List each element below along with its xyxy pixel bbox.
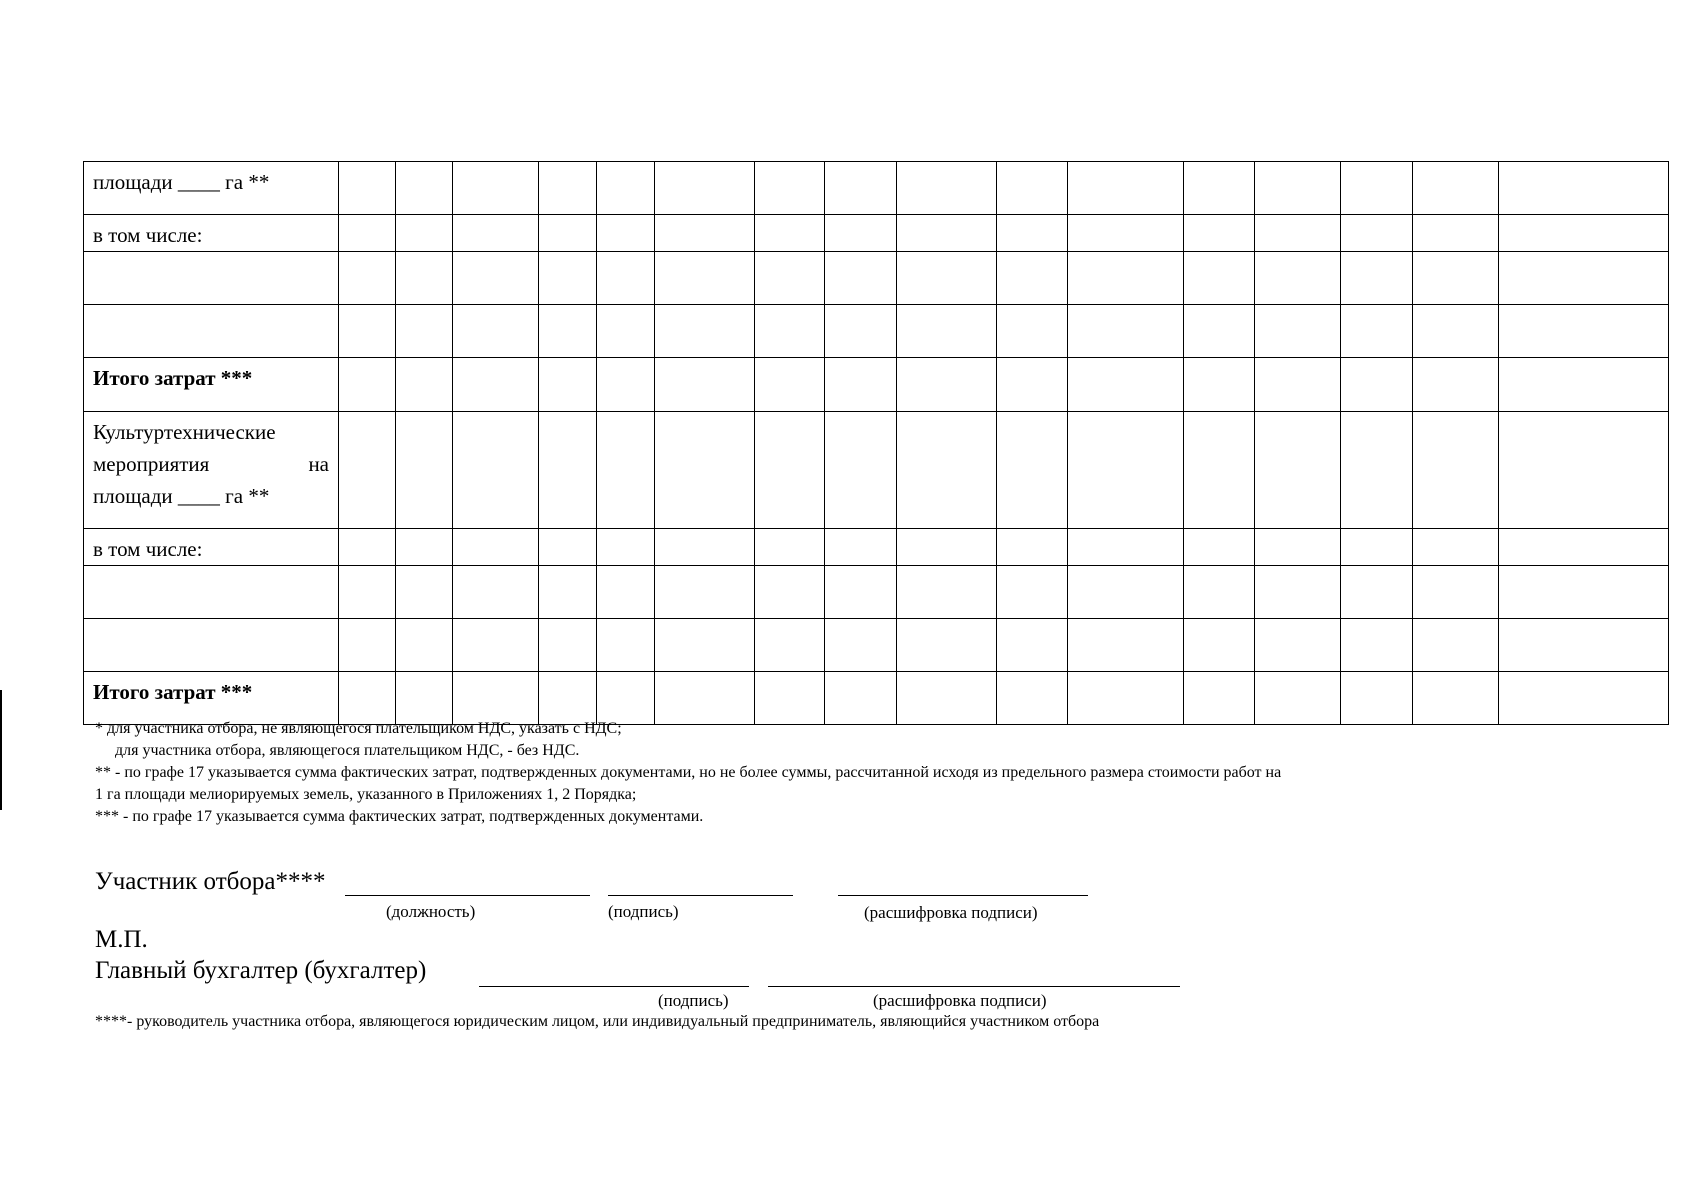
data-cell[interactable]	[655, 412, 755, 529]
table-row	[84, 619, 1669, 672]
data-cell[interactable]	[1499, 412, 1669, 529]
data-cell[interactable]	[1184, 672, 1255, 725]
data-cell[interactable]	[339, 412, 396, 529]
data-cell[interactable]	[997, 252, 1068, 305]
data-cell[interactable]	[825, 566, 897, 619]
data-cell[interactable]	[1184, 412, 1255, 529]
data-cell[interactable]	[1068, 619, 1184, 672]
footnote-3: *** - по графе 17 указывается сумма фактических затрат, подтвержденных документами.	[95, 808, 704, 825]
data-cell[interactable]	[1255, 412, 1341, 529]
row-label-cell: в том числе:	[84, 529, 339, 566]
data-cell[interactable]	[997, 566, 1068, 619]
data-cell[interactable]	[453, 529, 539, 566]
data-cell[interactable]	[1413, 162, 1499, 215]
table-row	[84, 162, 1669, 215]
data-cell[interactable]	[755, 566, 825, 619]
data-cell[interactable]	[997, 619, 1068, 672]
data-cell[interactable]	[1499, 252, 1669, 305]
data-cell[interactable]	[997, 215, 1068, 252]
row-label-word: на	[308, 452, 329, 476]
data-cell[interactable]	[1068, 412, 1184, 529]
data-cell[interactable]	[1413, 672, 1499, 725]
row-label-cell: Итого затрат ***	[84, 672, 339, 725]
footnote-1-continued: для участника отбора, являющегося плательщиком НДС, - без НДС.	[115, 742, 580, 759]
data-cell[interactable]	[655, 215, 755, 252]
data-cell[interactable]	[1184, 358, 1255, 412]
table-row	[84, 215, 1669, 252]
data-cell[interactable]	[1068, 162, 1184, 215]
data-cell[interactable]	[1499, 529, 1669, 566]
data-cell[interactable]	[1341, 162, 1413, 215]
data-cell[interactable]	[1499, 566, 1669, 619]
data-cell[interactable]	[1413, 215, 1499, 252]
data-cell[interactable]	[597, 215, 655, 252]
data-cell[interactable]	[1341, 252, 1413, 305]
data-cell[interactable]	[597, 358, 655, 412]
data-cell[interactable]	[755, 529, 825, 566]
row-label-line: площади ____ га **	[93, 484, 270, 508]
data-cell[interactable]	[825, 215, 897, 252]
data-cell[interactable]	[755, 215, 825, 252]
data-cell[interactable]	[1499, 619, 1669, 672]
signature-caption: (подпись)	[608, 902, 679, 921]
data-cell[interactable]	[825, 672, 897, 725]
data-cell[interactable]	[339, 162, 396, 215]
data-cell[interactable]	[339, 358, 396, 412]
data-cell[interactable]	[339, 252, 396, 305]
data-cell[interactable]	[1184, 215, 1255, 252]
row-label-cell	[84, 305, 339, 358]
data-cell[interactable]	[825, 412, 897, 529]
data-cell[interactable]	[396, 305, 453, 358]
data-cell[interactable]	[1184, 619, 1255, 672]
participant-label: Участник отбора****	[95, 868, 326, 895]
data-cell[interactable]	[755, 672, 825, 725]
data-cell[interactable]	[997, 672, 1068, 725]
data-cell[interactable]	[339, 529, 396, 566]
accountant-label: Главный бухгалтер (бухгалтер)	[95, 957, 427, 984]
table-row	[84, 358, 1669, 412]
row-label-cell: площади ____ га **	[84, 162, 339, 215]
data-cell[interactable]	[597, 566, 655, 619]
data-cell[interactable]	[755, 619, 825, 672]
data-cell[interactable]	[339, 619, 396, 672]
data-cell[interactable]	[897, 252, 997, 305]
row-label-cell	[84, 252, 339, 305]
data-cell[interactable]	[1341, 305, 1413, 358]
table-row	[84, 529, 1669, 566]
data-cell[interactable]	[655, 252, 755, 305]
table-row	[84, 305, 1669, 358]
table-row	[84, 412, 1669, 529]
data-cell[interactable]	[1255, 215, 1341, 252]
data-cell[interactable]	[655, 566, 755, 619]
row-label-word: мероприятия	[93, 452, 210, 476]
data-cell[interactable]	[1255, 305, 1341, 358]
row-label-cell: в том числе:	[84, 215, 339, 252]
row-label-cell: Итого затрат ***	[84, 358, 339, 412]
data-cell[interactable]	[1341, 566, 1413, 619]
footnote-2-continued: 1 га площади мелиорируемых земель, указанного в Приложениях 1, 2 Порядка;	[95, 786, 637, 803]
position-caption: (должность)	[386, 902, 476, 921]
data-cell[interactable]	[755, 252, 825, 305]
data-cell[interactable]	[655, 358, 755, 412]
data-cell[interactable]	[539, 412, 597, 529]
data-cell[interactable]	[997, 412, 1068, 529]
data-cell[interactable]	[1068, 566, 1184, 619]
data-cell[interactable]	[597, 529, 655, 566]
data-cell[interactable]	[453, 305, 539, 358]
data-cell[interactable]	[396, 215, 453, 252]
data-cell[interactable]	[597, 162, 655, 215]
data-cell[interactable]	[897, 162, 997, 215]
accountant-decoding-caption: (расшифровка подписи)	[873, 991, 1047, 1010]
data-cell[interactable]	[1341, 619, 1413, 672]
director-footnote: ****- руководитель участника отбора, являющегося юридическим лицом, или индивидуальный предприниматель, являющийся участником отбора	[95, 1013, 1100, 1030]
data-cell[interactable]	[453, 672, 539, 725]
data-cell[interactable]	[897, 672, 997, 725]
footnote-1: * для участника отбора, не являющегося плательщиком НДС, указать с НДС;	[95, 720, 622, 737]
data-cell[interactable]	[1255, 619, 1341, 672]
data-cell[interactable]	[755, 162, 825, 215]
data-cell[interactable]	[655, 619, 755, 672]
data-cell[interactable]	[1255, 252, 1341, 305]
data-cell[interactable]	[1068, 215, 1184, 252]
data-cell[interactable]	[1413, 252, 1499, 305]
data-cell[interactable]	[453, 215, 539, 252]
data-cell[interactable]	[1341, 215, 1413, 252]
data-cell[interactable]	[396, 358, 453, 412]
accountant-decoding-line[interactable]	[768, 986, 1180, 987]
accountant-signature-line[interactable]	[479, 986, 749, 987]
data-cell[interactable]	[1068, 672, 1184, 725]
data-cell[interactable]	[539, 162, 597, 215]
data-cell[interactable]	[997, 305, 1068, 358]
data-cell[interactable]	[1341, 412, 1413, 529]
data-cell[interactable]	[1184, 252, 1255, 305]
data-cell[interactable]	[755, 412, 825, 529]
data-cell[interactable]	[597, 252, 655, 305]
data-cell[interactable]	[997, 162, 1068, 215]
table-row	[84, 672, 1669, 725]
data-cell[interactable]	[1255, 672, 1341, 725]
data-cell[interactable]	[453, 566, 539, 619]
data-cell[interactable]	[897, 412, 997, 529]
data-cell[interactable]	[897, 358, 997, 412]
row-label-cell	[84, 619, 339, 672]
data-cell[interactable]	[825, 529, 897, 566]
data-cell[interactable]	[1068, 305, 1184, 358]
scan-edge-mark	[0, 690, 2, 810]
decoding-caption: (расшифровка подписи)	[864, 903, 1038, 922]
data-cell[interactable]	[453, 358, 539, 412]
data-cell[interactable]	[1413, 619, 1499, 672]
data-cell[interactable]	[655, 529, 755, 566]
data-cell[interactable]	[539, 252, 597, 305]
data-cell[interactable]	[539, 672, 597, 725]
accountant-signature-caption: (подпись)	[658, 991, 729, 1010]
signature-line[interactable]	[608, 895, 793, 896]
data-cell[interactable]	[1413, 566, 1499, 619]
data-cell[interactable]	[825, 619, 897, 672]
data-cell[interactable]	[1255, 566, 1341, 619]
data-cell[interactable]	[1184, 162, 1255, 215]
cost-table	[83, 161, 1669, 725]
data-cell[interactable]	[1184, 566, 1255, 619]
data-cell[interactable]	[655, 672, 755, 725]
data-cell[interactable]	[453, 412, 539, 529]
data-cell[interactable]	[339, 672, 396, 725]
data-cell[interactable]	[897, 215, 997, 252]
data-cell[interactable]	[825, 358, 897, 412]
data-cell[interactable]	[396, 672, 453, 725]
data-cell[interactable]	[453, 162, 539, 215]
data-cell[interactable]	[1184, 305, 1255, 358]
row-label-line: Культуртехнические	[93, 420, 276, 444]
data-cell[interactable]	[1413, 412, 1499, 529]
data-cell[interactable]	[897, 305, 997, 358]
data-cell[interactable]	[825, 252, 897, 305]
data-cell[interactable]	[1068, 252, 1184, 305]
data-cell[interactable]	[655, 162, 755, 215]
data-cell[interactable]	[655, 305, 755, 358]
data-cell[interactable]	[597, 619, 655, 672]
data-cell[interactable]	[1499, 162, 1669, 215]
data-cell[interactable]	[396, 566, 453, 619]
data-cell[interactable]	[1341, 672, 1413, 725]
data-cell[interactable]	[597, 412, 655, 529]
data-cell[interactable]	[1068, 358, 1184, 412]
data-cell[interactable]	[1499, 215, 1669, 252]
data-cell[interactable]	[339, 305, 396, 358]
data-cell[interactable]	[339, 566, 396, 619]
data-cell[interactable]	[1255, 162, 1341, 215]
data-cell[interactable]	[1184, 529, 1255, 566]
data-cell[interactable]	[396, 412, 453, 529]
row-label-cell	[84, 412, 339, 529]
data-cell[interactable]	[755, 305, 825, 358]
data-cell[interactable]	[1341, 529, 1413, 566]
table-row	[84, 252, 1669, 305]
data-cell[interactable]	[997, 529, 1068, 566]
footnotes	[95, 718, 1675, 828]
data-cell[interactable]	[539, 566, 597, 619]
table-row	[84, 566, 1669, 619]
data-cell[interactable]	[897, 529, 997, 566]
data-cell[interactable]	[1413, 305, 1499, 358]
data-cell[interactable]	[539, 619, 597, 672]
data-cell[interactable]	[453, 619, 539, 672]
stamp-label: М.П.	[95, 926, 148, 953]
data-cell[interactable]	[539, 358, 597, 412]
decoding-line[interactable]	[838, 895, 1088, 896]
data-cell[interactable]	[1499, 672, 1669, 725]
data-cell[interactable]	[897, 566, 997, 619]
data-cell[interactable]	[897, 619, 997, 672]
data-cell[interactable]	[339, 215, 396, 252]
row-label-cell	[84, 566, 339, 619]
data-cell[interactable]	[1341, 358, 1413, 412]
data-cell[interactable]	[597, 672, 655, 725]
data-cell[interactable]	[453, 252, 539, 305]
footnote-2: ** - по графе 17 указывается сумма фактических затрат, подтвержденных документами, но не более суммы, рассчитанной исходя из предельного размера стоимости работ на	[95, 764, 1282, 781]
data-cell[interactable]	[396, 529, 453, 566]
data-cell[interactable]	[1499, 305, 1669, 358]
position-line[interactable]	[345, 895, 590, 896]
data-cell[interactable]	[396, 252, 453, 305]
data-cell[interactable]	[1413, 358, 1499, 412]
data-cell[interactable]	[1068, 529, 1184, 566]
data-cell[interactable]	[1499, 358, 1669, 412]
data-cell[interactable]	[396, 162, 453, 215]
data-cell[interactable]	[597, 305, 655, 358]
data-cell[interactable]	[825, 305, 897, 358]
data-cell[interactable]	[539, 305, 597, 358]
data-cell[interactable]	[1255, 358, 1341, 412]
data-cell[interactable]	[396, 619, 453, 672]
data-cell[interactable]	[539, 529, 597, 566]
data-cell[interactable]	[997, 358, 1068, 412]
data-cell[interactable]	[1413, 529, 1499, 566]
data-cell[interactable]	[539, 215, 597, 252]
data-cell[interactable]	[755, 358, 825, 412]
data-cell[interactable]	[1255, 529, 1341, 566]
row-label-line	[93, 448, 329, 480]
data-cell[interactable]	[825, 162, 897, 215]
